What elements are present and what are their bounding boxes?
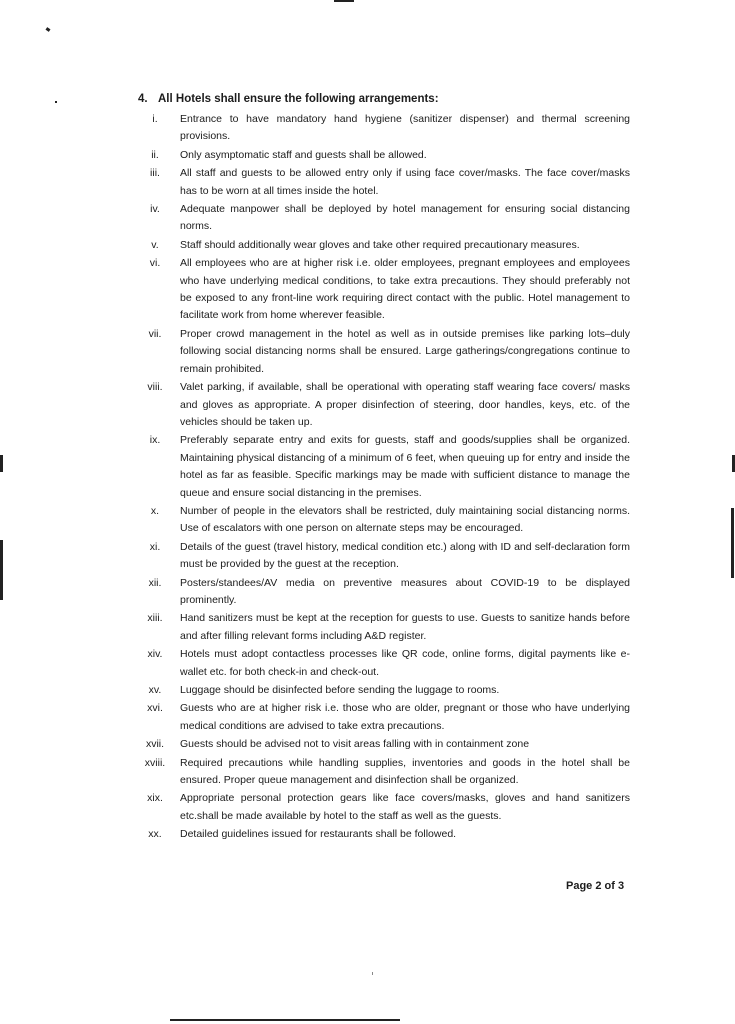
- list-item: [130, 755, 630, 790]
- list-item-number: xii.: [148, 576, 162, 589]
- list-item-number: xviii.: [144, 756, 166, 769]
- list-item-text: Entrance to have mandatory hand hygiene (sanitizer dispenser) and thermal screening provisions.: [180, 113, 630, 143]
- section-number: 4.: [138, 93, 148, 105]
- scan-edge-mark: [731, 508, 734, 578]
- list-item: [130, 503, 630, 538]
- list-item-number: viii.: [147, 381, 163, 394]
- list-item-number: vii.: [148, 327, 162, 340]
- list-item-number: xi.: [149, 540, 161, 553]
- list-item-number: xvi.: [147, 702, 163, 715]
- list-item: [130, 165, 630, 200]
- list-item-text: Hotels must adopt contactless processes like QR code, online forms, digital payments like e-wallet etc. for both check-in and check-out.: [180, 648, 630, 678]
- list-item: [130, 326, 630, 378]
- list-item: [130, 736, 630, 753]
- list-item-number: v.: [151, 238, 159, 251]
- list-item-text: Adequate manpower shall be deployed by hotel management for ensuring social distancing norms.: [180, 203, 630, 233]
- list-item: [130, 255, 630, 325]
- scan-speck: [55, 101, 57, 103]
- list-item-text: Posters/standees/AV media on preventive measures about COVID-19 to be displayed prominently.: [180, 576, 630, 606]
- list-item-text: Required precautions while handling supplies, inventories and goods in the hotel shall be ensured. Proper queue management and disinfection shall be organized.: [180, 756, 630, 787]
- list-item: [130, 610, 630, 645]
- list-item: [130, 700, 630, 735]
- arrangements-list: [130, 111, 630, 845]
- list-item: [130, 790, 630, 825]
- list-item-text: Detailed guidelines issued for restaurants shall be followed.: [180, 828, 457, 841]
- list-item-text: Guests should be advised not to visit areas falling with in containment zone: [180, 738, 530, 751]
- scan-mark-bottom: [170, 1019, 400, 1021]
- list-item-number: iii.: [150, 167, 160, 180]
- list-item-number: xx.: [148, 828, 162, 841]
- list-item-number: ix.: [149, 434, 161, 447]
- list-item-number: xv.: [148, 684, 162, 696]
- list-item-text: All employees who are at higher risk i.e. older employees, pregnant employees and employees who have underlying medical conditions, to take extra precautions. They should preferably not be exposed to any front-line work requiring direct contact with the public. Hotel management to facilitate work from home wherever feasible.: [180, 257, 630, 322]
- list-item: [130, 682, 630, 699]
- list-item: [130, 201, 630, 236]
- scan-edge-mark: [0, 540, 3, 600]
- scan-speck: [372, 972, 373, 975]
- list-item-text: All staff and guests to be allowed entry only if using face cover/masks. The face cover/masks has to be worn at all times inside the hotel.: [180, 167, 630, 197]
- list-item-number: x.: [150, 504, 160, 517]
- list-item-text: Only asymptomatic staff and guests shall be allowed.: [180, 148, 427, 161]
- list-item-text: Details of the guest (travel history, medical condition etc.) along with ID and self-declaration form must be provided by the guest at the reception.: [180, 540, 630, 571]
- list-item-number: i.: [152, 113, 158, 125]
- page-number: Page 2 of 3: [566, 880, 625, 892]
- list-item-number: iv.: [150, 203, 160, 216]
- list-item-number: xvii.: [145, 738, 165, 751]
- list-item: [130, 575, 630, 610]
- list-item: [130, 379, 630, 431]
- scan-edge-mark: [0, 455, 3, 472]
- list-item-text: Preferably separate entry and exits for guests, staff and goods/supplies shall be organized. Maintaining physical distancing of a minimum of 6 feet, when queuing up for entry and inside the hotel as far as feasible. Specific markings may be made with sufficient distance to manage the queue and ensure social distancing in the premises.: [180, 434, 630, 499]
- section-heading: [138, 93, 439, 105]
- list-item-number: xiv.: [147, 648, 163, 661]
- list-item: [130, 237, 630, 254]
- list-item-text: Valet parking, if available, shall be operational with operating staff wearing face covers/ masks and gloves as appropriate. A proper disinfection of steering, door handles, keys, etc. of the vehicles should be taken up.: [180, 381, 630, 428]
- scan-speck: [46, 27, 51, 32]
- list-item-text: Proper crowd management in the hotel as well as in outside premises like parking lots–duly following social distancing norms shall be ensured. Large gatherings/congregations continue to remain prohibited.: [180, 327, 630, 375]
- section-title: All Hotels shall ensure the following arrangements:: [158, 93, 439, 105]
- list-item-number: xix.: [147, 792, 163, 805]
- list-item-number: ii.: [151, 148, 159, 161]
- list-item-text: Hand sanitizers must be kept at the reception for guests to use. Guests to sanitize hands before and after filling relevant forms including A&D register.: [180, 612, 630, 642]
- list-item: [130, 646, 630, 681]
- list-item-text: Staff should additionally wear gloves and take other required precautionary measures.: [180, 238, 580, 251]
- list-item: [130, 432, 630, 502]
- list-item-number: vi.: [149, 257, 161, 270]
- list-item: [130, 826, 630, 843]
- list-item-text: Appropriate personal protection gears like face covers/masks, gloves and hand sanitizers etc.shall be made available by hotel to the staff as well as the guests.: [180, 792, 630, 822]
- list-item: [130, 147, 630, 164]
- list-item-text: Number of people in the elevators shall be restricted, duly maintaining social distancing norms. Use of escalators with one person on alternate steps may be encouraged.: [180, 504, 630, 535]
- list-item-number: xiii.: [147, 612, 163, 625]
- list-item-text: Luggage should be disinfected before sending the luggage to rooms.: [180, 684, 500, 696]
- list-item: [130, 111, 630, 146]
- list-item: [130, 539, 630, 574]
- list-item-text: Guests who are at higher risk i.e. those who are older, pregnant or those who have underlying medical conditions are advised to take extra precautions.: [180, 702, 630, 732]
- scan-mark-top: [334, 0, 354, 2]
